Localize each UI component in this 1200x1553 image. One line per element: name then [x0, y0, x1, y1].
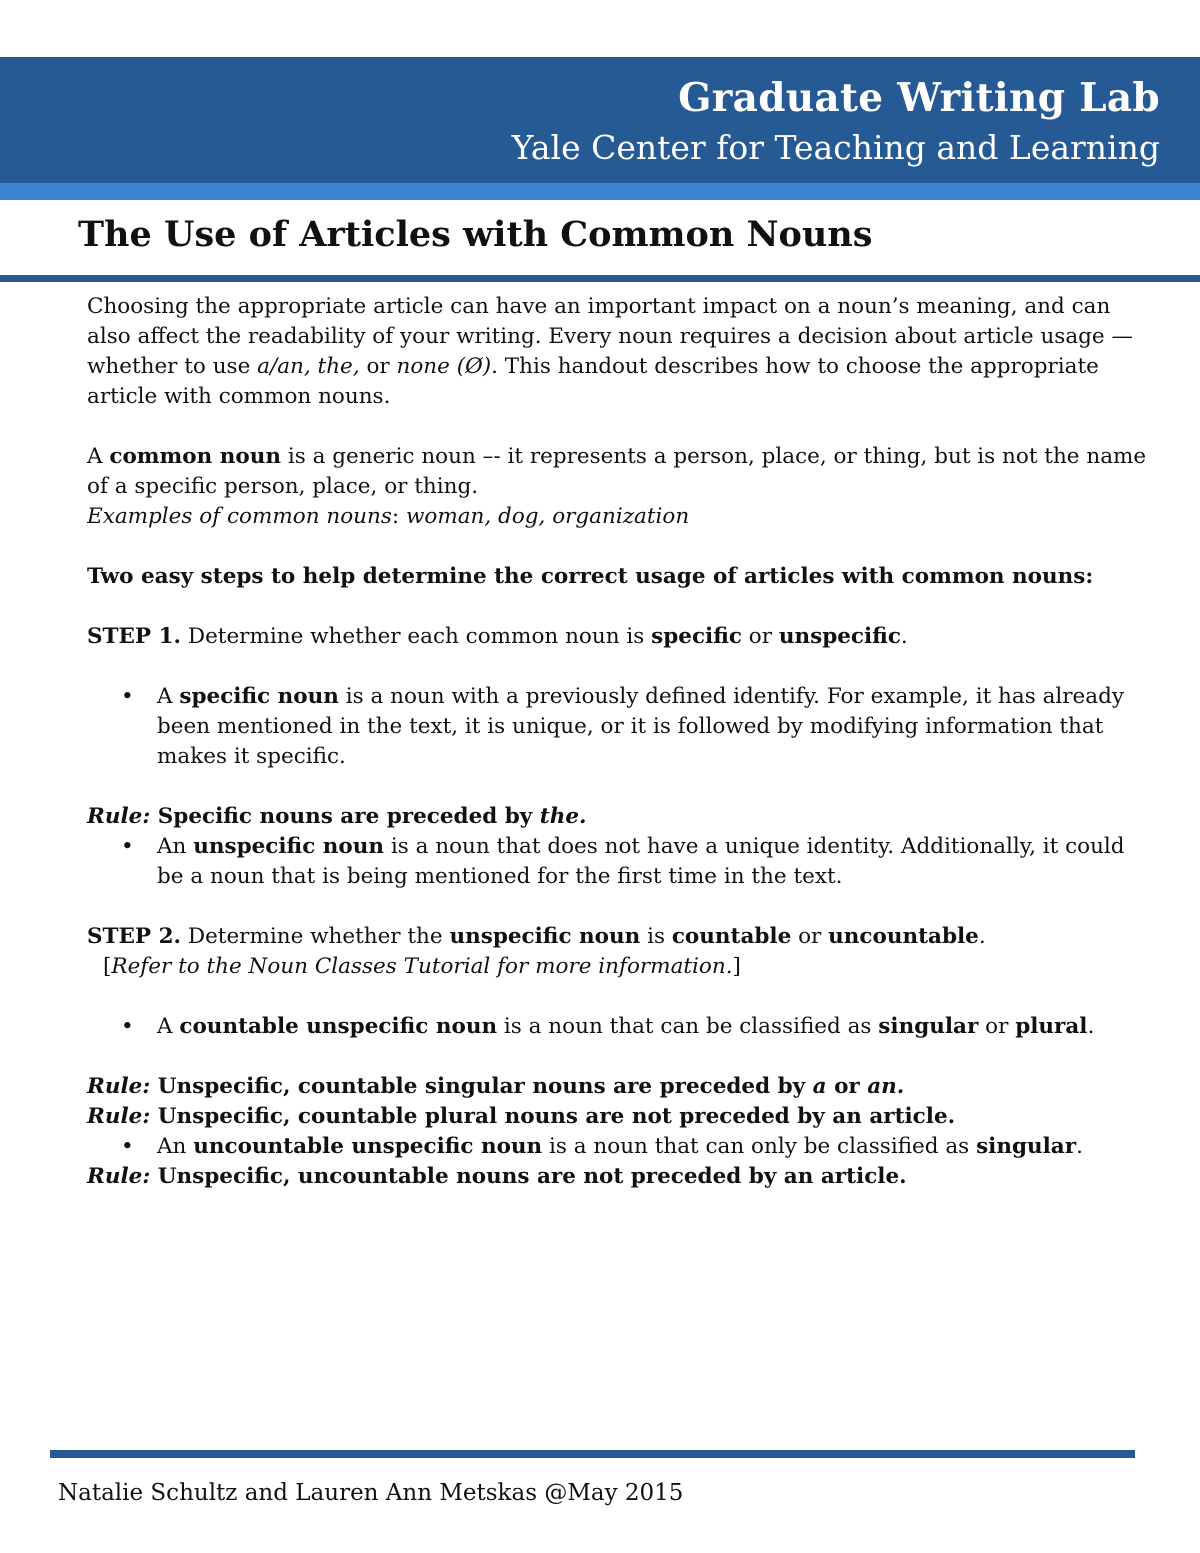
- footer-credit: Natalie Schultz and Lauren Ann Metskas @May 2015: [58, 1480, 684, 1506]
- intro-or: or: [359, 354, 397, 379]
- definition-term: common noun: [109, 444, 281, 469]
- step-2-unspecific-noun: unspecific noun: [449, 924, 641, 949]
- step-2-label: STEP 2.: [87, 924, 182, 949]
- step-1-label: STEP 1.: [87, 624, 182, 649]
- bullet-countable-end: .: [1087, 1014, 1095, 1039]
- step-2-or: or: [791, 924, 829, 949]
- bullet-countable-singular: singular: [878, 1014, 979, 1039]
- bullet-countable-a: A: [157, 1014, 180, 1039]
- definition-a: A: [87, 444, 110, 469]
- rule-4-label: Rule:: [87, 1164, 151, 1189]
- examples-colon: :: [391, 504, 400, 529]
- rule-2: [87, 1072, 1147, 1102]
- intro-articles: a/an, the,: [257, 354, 360, 379]
- org-subtitle: Yale Center for Teaching and Learning: [511, 128, 1160, 167]
- step-2-end: .: [978, 924, 986, 949]
- header-accent-stripe: [0, 183, 1200, 200]
- rule-1: [87, 802, 1147, 832]
- bullet-icon: •: [121, 684, 134, 709]
- intro-text-2: This handout describes how to choose the appropriate article with common nouns.: [87, 354, 1099, 409]
- bullet-unspecific-term: unspecific noun: [193, 834, 384, 859]
- definition-paragraph: [87, 442, 1147, 502]
- rule-2-or: or: [826, 1074, 868, 1099]
- bullet-countable-term: countable unspecific noun: [179, 1014, 498, 1039]
- bullet-icon: •: [121, 1134, 134, 1159]
- examples-label: Examples of common nouns: [87, 504, 392, 529]
- rule-3-text: Unspecific, countable plural nouns are not preceded by an article.: [150, 1104, 956, 1129]
- step-1-specific: specific: [651, 624, 742, 649]
- bullet-specific-term: specific noun: [179, 684, 339, 709]
- step-2-is: is: [640, 924, 672, 949]
- bullet-unspecific: [87, 832, 1147, 892]
- bullet-icon: •: [121, 834, 134, 859]
- definition-text: is a generic noun –- it represents a person, place, or thing, but is not the name of a specific person, place, or thing.: [87, 444, 1147, 499]
- bullet-countable: [87, 1012, 1147, 1042]
- rule-1-article: the.: [539, 804, 587, 829]
- reference-close: ]: [732, 954, 741, 979]
- step-1-text: Determine whether each common noun is: [181, 624, 652, 649]
- bullet-icon: •: [121, 1014, 134, 1039]
- rule-2-text: Unspecific, countable singular nouns are preceded by: [150, 1074, 813, 1099]
- reference-link-text: Refer to the Noun Classes Tutorial for more information.: [111, 954, 733, 979]
- footer-divider: [50, 1450, 1135, 1458]
- steps-heading-text: Two easy steps to help determine the correct usage of articles with common nouns:: [87, 564, 1094, 589]
- bullet-uncountable: [87, 1132, 1147, 1162]
- examples-line: [87, 502, 1147, 532]
- bullet-unspecific-text: is a noun that does not have a unique identity. Additionally, it could be a noun that is being mentioned for the first time in the text.: [157, 834, 1125, 889]
- rule-4: [87, 1162, 1147, 1192]
- bullet-specific: [87, 682, 1147, 772]
- bullet-uncountable-end: .: [1076, 1134, 1083, 1159]
- rule-2-label: Rule:: [87, 1074, 151, 1099]
- step-1: [87, 622, 1147, 652]
- step-2-uncountable: uncountable: [828, 924, 979, 949]
- steps-heading: [87, 562, 1147, 592]
- document-body: [87, 292, 1147, 1192]
- bullet-countable-or: or: [978, 1014, 1016, 1039]
- bullet-uncountable-a: An: [157, 1134, 194, 1159]
- bullet-specific-a: A: [157, 684, 180, 709]
- page-title: The Use of Articles with Common Nouns: [78, 214, 873, 255]
- rule-4-text: Unspecific, uncountable nouns are not preceded by an article.: [150, 1164, 907, 1189]
- intro-paragraph: [87, 292, 1147, 412]
- step-2-countable: countable: [671, 924, 792, 949]
- bullet-uncountable-singular: singular: [976, 1134, 1077, 1159]
- reference-open: [: [103, 954, 112, 979]
- step-2-text: Determine whether the: [181, 924, 450, 949]
- bullet-uncountable-term: uncountable unspecific noun: [193, 1134, 543, 1159]
- bullet-unspecific-a: An: [157, 834, 194, 859]
- intro-text-1: Choosing the appropriate article can have an important impact on a noun’s meaning, and can also affect the readability of your writing. Every noun requires a decision about article usage —whether to use: [87, 294, 1133, 379]
- rule-1-text: Specific nouns are preceded by: [150, 804, 540, 829]
- step-1-unspecific: unspecific: [778, 624, 901, 649]
- title-divider: [0, 275, 1200, 282]
- org-title: Graduate Writing Lab: [678, 75, 1160, 121]
- bullet-countable-plural: plural: [1015, 1014, 1088, 1039]
- rule-1-label: Rule:: [87, 804, 151, 829]
- rule-2-an: an.: [867, 1074, 905, 1099]
- rule-3: [87, 1102, 1147, 1132]
- step-2: [87, 922, 1147, 952]
- intro-none: none (Ø).: [396, 354, 498, 379]
- bullet-uncountable-text: is a noun that can only be classified as: [542, 1134, 977, 1159]
- step-1-end: .: [900, 624, 908, 649]
- examples-list: woman, dog, organization: [399, 504, 690, 529]
- reference-note: [87, 952, 1147, 982]
- step-1-or: or: [741, 624, 779, 649]
- bullet-countable-text: is a noun that can be classified as: [497, 1014, 879, 1039]
- rule-2-a: a: [812, 1074, 827, 1099]
- rule-3-label: Rule:: [87, 1104, 151, 1129]
- bullet-specific-text: is a noun with a previously defined identify. For example, it has already been mentioned in the text, it is unique, or it is followed by modifying information that makes it specific.: [157, 684, 1125, 769]
